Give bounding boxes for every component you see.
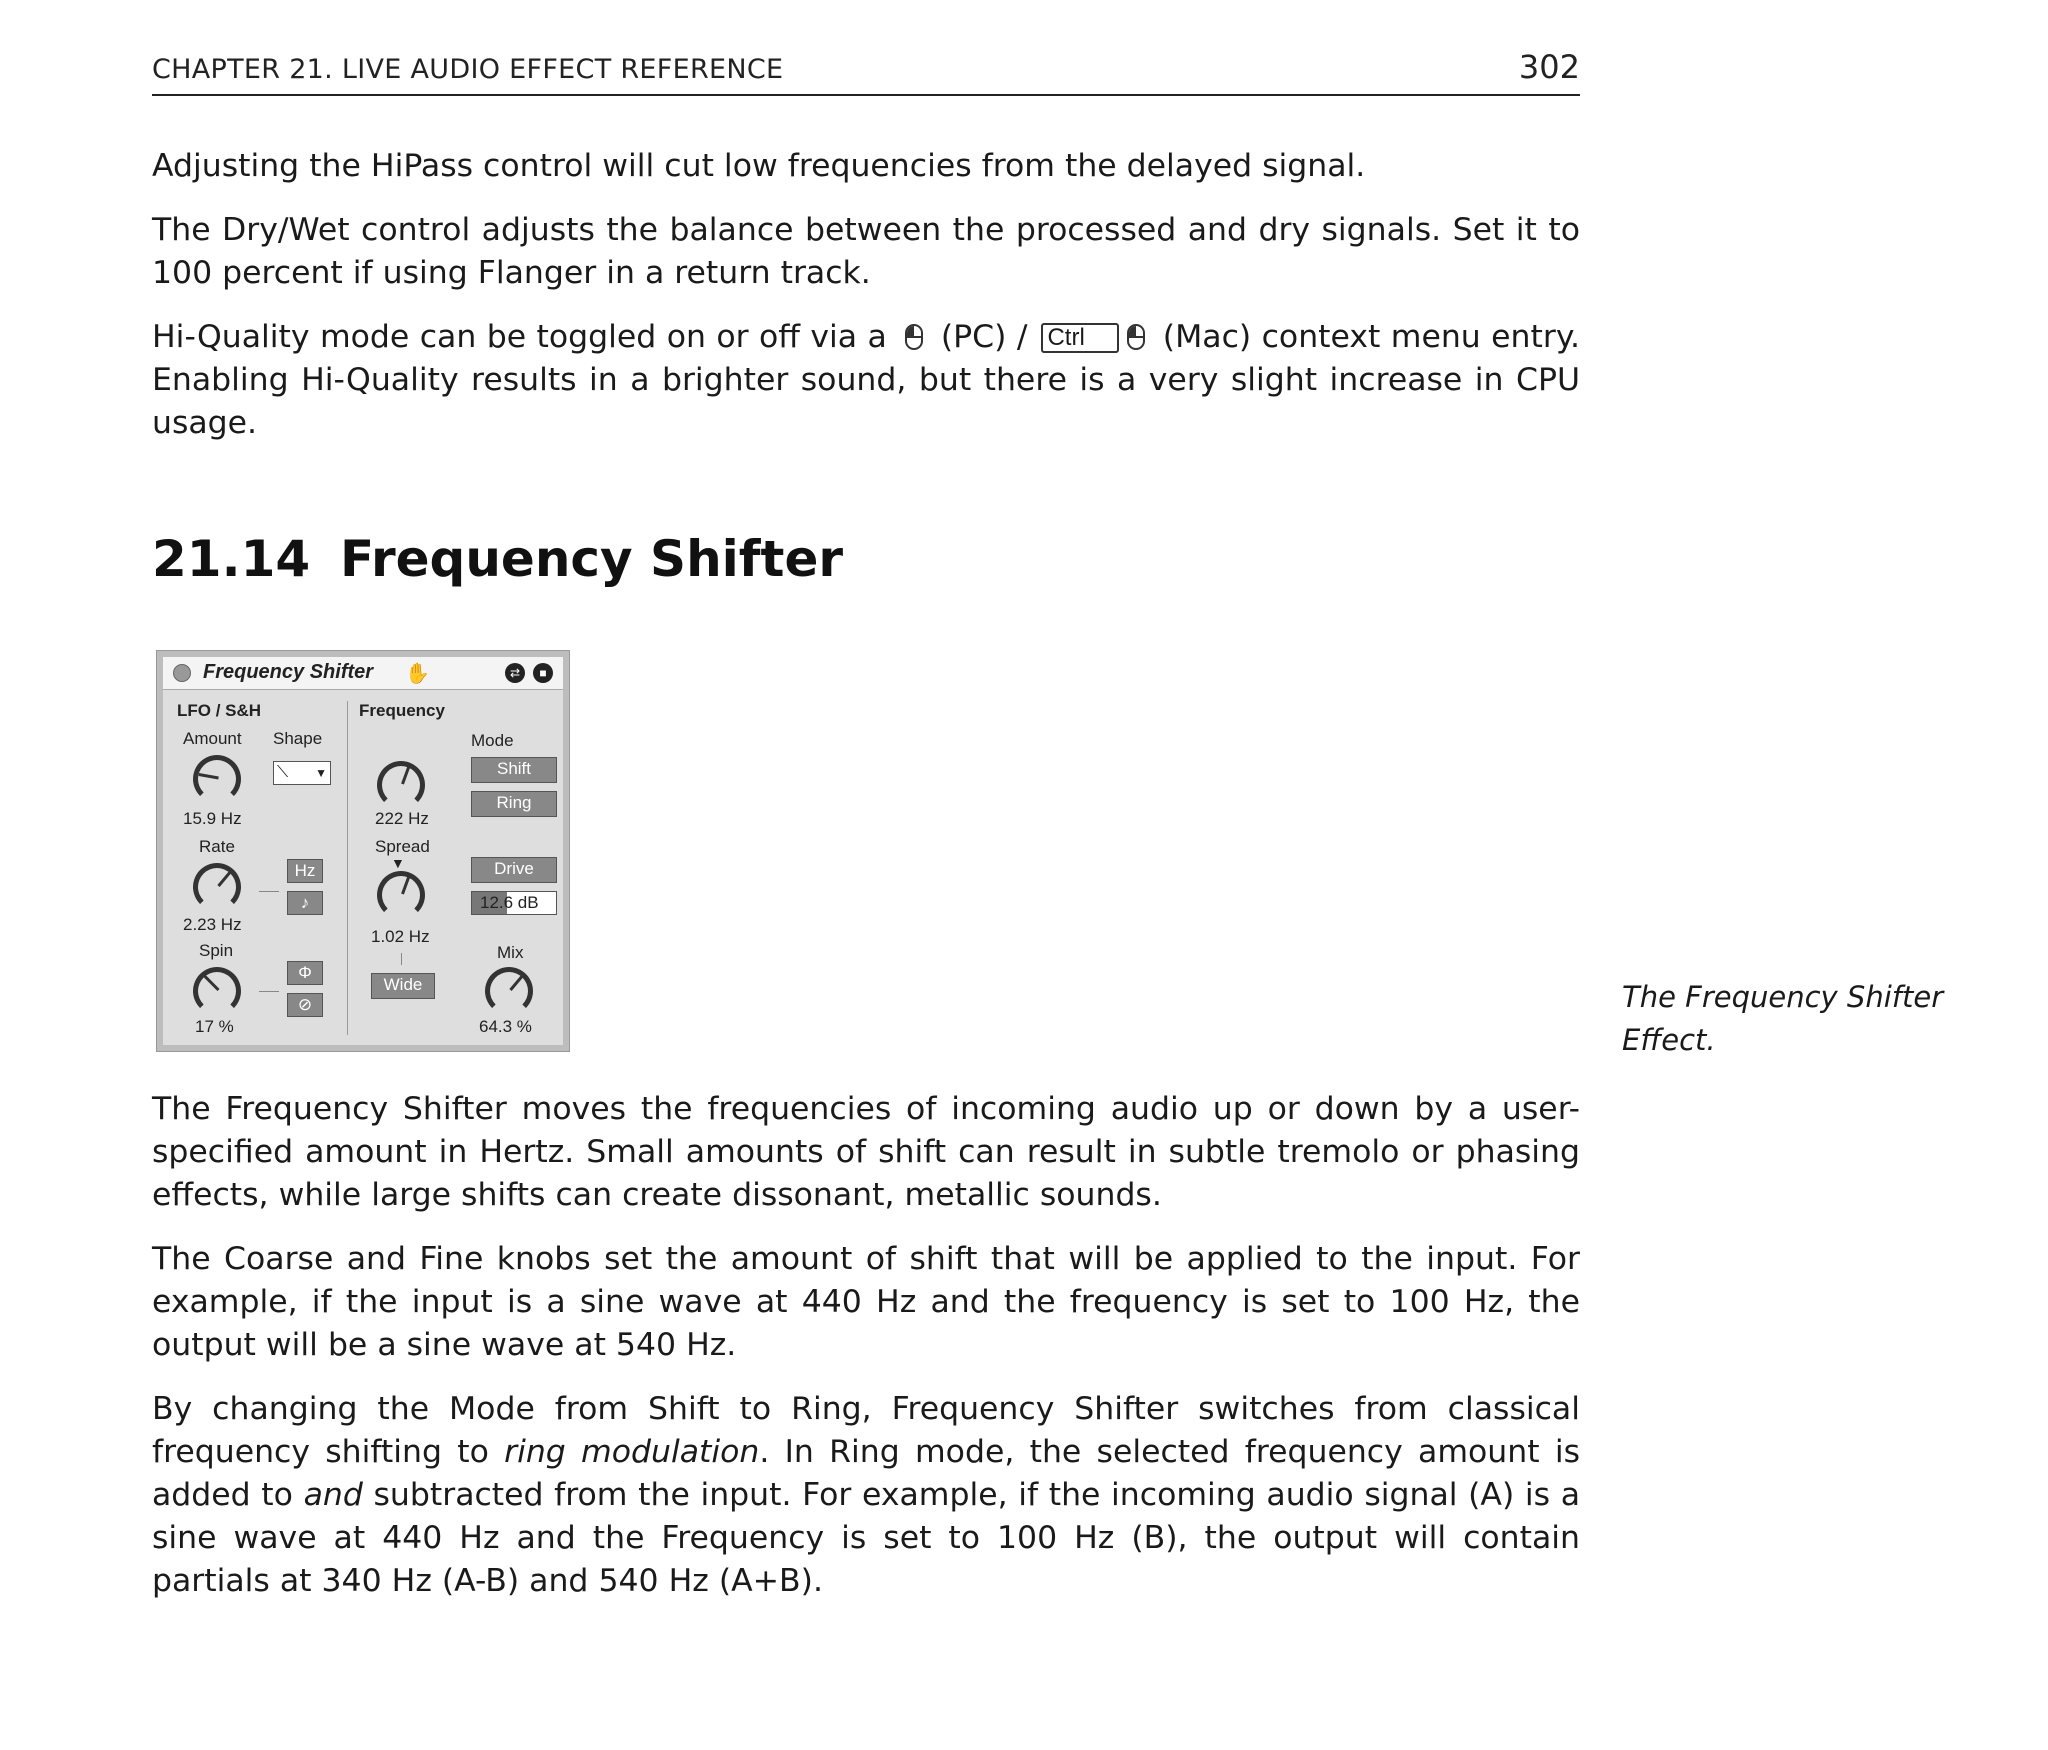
- spread-marker-icon: ▼: [391, 855, 405, 871]
- and-emphasis: and: [303, 1477, 363, 1513]
- rate-label: Rate: [199, 837, 235, 856]
- figure-caption: The Frequency Shifter Effect.: [1622, 980, 1944, 1057]
- spread-knob[interactable]: [377, 871, 425, 919]
- shape-label: Shape: [273, 729, 323, 748]
- drive-amount-value: 12.6 dB: [480, 893, 539, 912]
- body-paragraph-3-part-a: By changing the Mode from Shift to Ring, Frequency Shifter switches from classical frequency shifting to: [152, 1391, 1580, 1470]
- mix-knob-needle: [509, 974, 524, 991]
- spread-label: Spread: [375, 837, 430, 856]
- body-paragraph-2: The Coarse and Fine knobs set the amount of shift that will be applied to the input. For example, if the input is a sine wave at 440 Hz and the frequency is set to 100 Hz, the output will be a sine wave at 540 Hz.: [152, 1241, 1580, 1363]
- page-number: 302: [1518, 48, 1580, 86]
- section-heading: [152, 530, 843, 588]
- ring-mode-button[interactable]: Ring: [471, 791, 557, 817]
- pc-label: (PC) /: [940, 319, 1028, 355]
- section-title: Frequency Shifter: [340, 530, 844, 588]
- lfo-section-label: LFO / S&H: [177, 701, 262, 720]
- chevron-down-icon: ▼: [315, 766, 327, 780]
- device-titlebar: [163, 657, 563, 690]
- frequency-section-label: Frequency: [359, 701, 445, 720]
- spin-link-line: [259, 991, 279, 992]
- spread-knob-needle: [401, 875, 411, 895]
- body-paragraph-3-part-b: . In Ring mode, the selected frequency amount is added to: [152, 1434, 1580, 1513]
- amount-value: 15.9 Hz: [183, 809, 242, 828]
- device-power-button[interactable]: [173, 664, 191, 682]
- section-number: 21.14: [152, 530, 311, 588]
- mode-label: Mode: [471, 731, 514, 750]
- wide-button[interactable]: Wide: [371, 973, 435, 999]
- page-header: [152, 48, 1580, 96]
- spin-knob-needle: [203, 975, 219, 991]
- mix-knob[interactable]: [485, 967, 533, 1015]
- frequency-knob[interactable]: [377, 761, 425, 809]
- rate-knob-needle: [217, 870, 232, 887]
- rate-link-line: [259, 891, 279, 892]
- spin-value: 17 %: [195, 1017, 234, 1036]
- intro-paragraph-1: Adjusting the HiPass control will cut low frequencies from the delayed signal.: [152, 148, 1366, 184]
- shape-value: ⟍: [277, 764, 289, 781]
- rate-sync-button[interactable]: ♪: [287, 891, 323, 915]
- save-preset-icon[interactable]: ■: [533, 663, 553, 683]
- shape-dropdown[interactable]: [273, 761, 331, 785]
- wide-link-line: [401, 953, 402, 965]
- intro-text: [152, 145, 1580, 466]
- amount-knob[interactable]: [193, 755, 241, 803]
- body-text: [152, 1088, 1580, 1624]
- intro-paragraph-3-start: Hi-Quality mode can be toggled on or off via a: [152, 319, 887, 355]
- spread-value: 1.02 Hz: [371, 927, 430, 946]
- device-title: Frequency Shifter: [203, 661, 374, 683]
- amount-label: Amount: [183, 729, 242, 748]
- phase-button[interactable]: Φ: [287, 961, 323, 985]
- intro-paragraph-3-end: (Mac) context menu entry. Enabling Hi-Quality results in a brighter sound, but there is a very slight increase in CPU usage.: [152, 319, 1580, 441]
- hand-icon: ✋: [405, 663, 430, 685]
- rate-knob[interactable]: [193, 863, 241, 911]
- mix-label: Mix: [497, 943, 524, 962]
- drive-button[interactable]: Drive: [471, 857, 557, 883]
- mouse-click-icon: [1127, 324, 1145, 350]
- body-paragraph-1: The Frequency Shifter moves the frequencies of incoming audio up or down by a user-specified amount in Hertz. Small amounts of shift can result in subtle tremolo or phasing effects, while large shifts can create dissonant, metallic sounds.: [152, 1091, 1580, 1213]
- frequency-shifter-device: [156, 650, 570, 1052]
- frequency-knob-needle: [401, 765, 411, 785]
- frequency-value: 222 Hz: [375, 809, 429, 828]
- chapter-title: CHAPTER 21. LIVE AUDIO EFFECT REFERENCE: [152, 54, 784, 85]
- drive-amount-field[interactable]: [471, 891, 557, 915]
- device-body: [163, 657, 563, 1045]
- amount-knob-needle: [199, 773, 219, 779]
- intro-paragraph-3: [152, 316, 1580, 445]
- spin-label: Spin: [199, 941, 234, 960]
- rate-hz-button[interactable]: Hz: [287, 859, 323, 883]
- spin-mode-button[interactable]: ⊘: [287, 993, 323, 1017]
- body-paragraph-3: [152, 1388, 1580, 1603]
- body-paragraph-3-part-c: subtracted from the input. For example, if the incoming audio signal (A) is a sine wave at 440 Hz and the Frequency is set to 100 Hz (B), the output will contain partials at 340 Hz (A-B) and 540 Hz (A+B).: [152, 1477, 1581, 1599]
- panel-divider: [347, 701, 348, 1035]
- mix-value: 64.3 %: [479, 1017, 532, 1036]
- rate-value: 2.23 Hz: [183, 915, 242, 934]
- intro-paragraph-2: The Dry/Wet control adjusts the balance between the processed and dry signals. Set it to 100 percent if using Flanger in a return track.: [152, 212, 1580, 291]
- spin-knob[interactable]: [193, 967, 241, 1015]
- hot-swap-icon[interactable]: ⇄: [505, 663, 525, 683]
- shift-mode-button[interactable]: Shift: [471, 757, 557, 783]
- ring-modulation-term: ring modulation: [504, 1434, 760, 1470]
- right-click-icon: [905, 324, 923, 350]
- ctrl-key-icon: Ctrl: [1041, 323, 1118, 353]
